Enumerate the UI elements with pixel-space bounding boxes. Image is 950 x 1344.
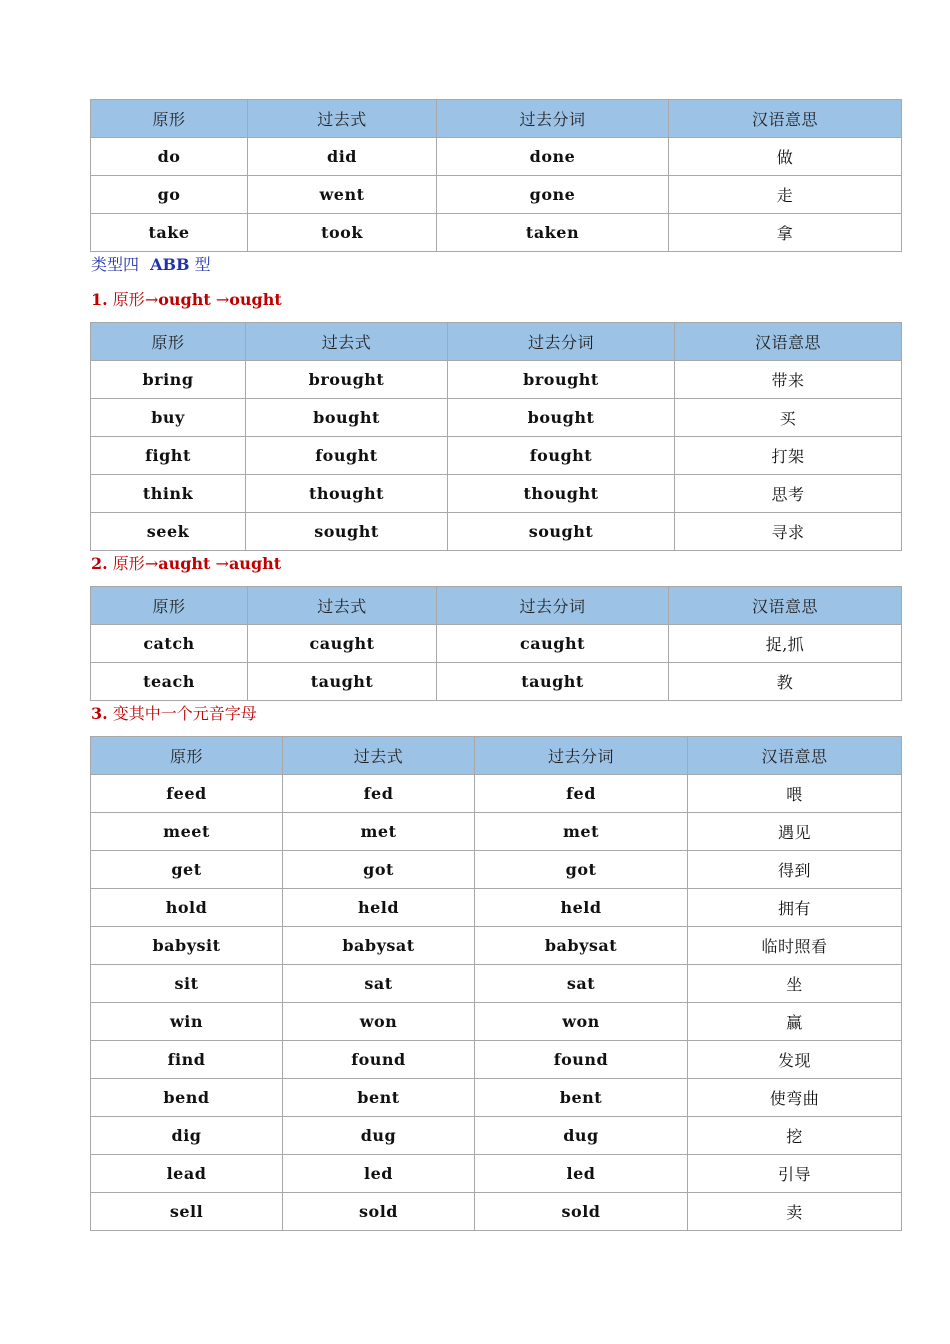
table-row	[91, 361, 902, 399]
cell-base-form: find	[91, 1041, 283, 1079]
table-row	[91, 1041, 902, 1079]
cell-past-participle: bent	[475, 1079, 688, 1117]
cell-chinese-meaning: 教	[669, 663, 902, 701]
cell-chinese-meaning: 挖	[688, 1117, 902, 1155]
cell-chinese-meaning: 买	[675, 399, 902, 437]
cell-chinese-meaning: 卖	[688, 1193, 902, 1231]
cell-past-tense: taught	[248, 663, 437, 701]
subheading-number: 3.	[91, 704, 108, 723]
cell-base-form: sit	[91, 965, 283, 1003]
table-row	[91, 1193, 902, 1231]
cell-chinese-meaning: 打架	[675, 437, 902, 475]
cell-base-form: bend	[91, 1079, 283, 1117]
cell-base-form: catch	[91, 625, 248, 663]
section-heading-type4	[91, 255, 211, 275]
subheading-ought	[91, 290, 282, 310]
cell-past-tense: went	[248, 176, 437, 214]
cell-past-participle: taken	[437, 214, 669, 252]
cell-past-participle: fed	[475, 775, 688, 813]
cell-chinese-meaning: 坐	[688, 965, 902, 1003]
cell-chinese-meaning: 寻求	[675, 513, 902, 551]
table-row	[91, 1117, 902, 1155]
cell-past-participle: brought	[448, 361, 675, 399]
col-header-base: 原形	[91, 323, 246, 361]
cell-chinese-meaning: 赢	[688, 1003, 902, 1041]
verb-table-vowel-change	[90, 736, 902, 1231]
arrow-icon: →	[215, 554, 229, 573]
cell-base-form: win	[91, 1003, 283, 1041]
col-header-participle: 过去分词	[437, 100, 669, 138]
table-row	[91, 1003, 902, 1041]
cell-chinese-meaning: 拿	[669, 214, 902, 252]
cell-chinese-meaning: 捉,抓	[669, 625, 902, 663]
cell-chinese-meaning: 使弯曲	[688, 1079, 902, 1117]
table-row	[91, 813, 902, 851]
cell-past-tense: brought	[246, 361, 448, 399]
cell-past-tense: babysat	[283, 927, 475, 965]
cell-past-participle: sold	[475, 1193, 688, 1231]
table-row	[91, 965, 902, 1003]
subheading-prefix: 原形	[112, 290, 145, 309]
cell-past-tense: sat	[283, 965, 475, 1003]
table-row	[91, 214, 902, 252]
cell-past-tense: fought	[246, 437, 448, 475]
cell-chinese-meaning: 拥有	[688, 889, 902, 927]
section-title-abb: ABB	[150, 255, 190, 274]
cell-chinese-meaning: 发现	[688, 1041, 902, 1079]
subheading-number: 1.	[91, 290, 108, 309]
arrow-icon: →	[215, 290, 230, 309]
cell-base-form: get	[91, 851, 283, 889]
subheading-aught	[91, 554, 281, 574]
cell-past-participle: thought	[448, 475, 675, 513]
cell-past-participle: won	[475, 1003, 688, 1041]
cell-past-participle: sat	[475, 965, 688, 1003]
cell-past-participle: taught	[437, 663, 669, 701]
cell-past-tense: sold	[283, 1193, 475, 1231]
cell-base-form: babysit	[91, 927, 283, 965]
cell-past-participle: found	[475, 1041, 688, 1079]
cell-chinese-meaning: 得到	[688, 851, 902, 889]
table-row	[91, 176, 902, 214]
cell-past-tense: found	[283, 1041, 475, 1079]
cell-past-tense: held	[283, 889, 475, 927]
col-header-participle: 过去分词	[437, 587, 669, 625]
cell-past-tense: fed	[283, 775, 475, 813]
cell-base-form: dig	[91, 1117, 283, 1155]
cell-past-tense: caught	[248, 625, 437, 663]
col-header-meaning: 汉语意思	[675, 323, 902, 361]
cell-chinese-meaning: 思考	[675, 475, 902, 513]
subheading-prefix: 原形	[112, 554, 145, 573]
cell-base-form: hold	[91, 889, 283, 927]
table-row	[91, 889, 902, 927]
cell-past-participle: caught	[437, 625, 669, 663]
table-header-row	[91, 587, 902, 625]
col-header-participle: 过去分词	[475, 737, 688, 775]
cell-past-participle: met	[475, 813, 688, 851]
table-row	[91, 138, 902, 176]
cell-chinese-meaning: 喂	[688, 775, 902, 813]
table-row	[91, 437, 902, 475]
col-header-base: 原形	[91, 100, 248, 138]
cell-base-form: sell	[91, 1193, 283, 1231]
subheading-number: 2.	[91, 554, 108, 573]
table-row	[91, 851, 902, 889]
col-header-base: 原形	[91, 587, 248, 625]
cell-past-participle: bought	[448, 399, 675, 437]
verb-table-irregular	[90, 99, 902, 252]
cell-past-tense: bent	[283, 1079, 475, 1117]
cell-base-form: seek	[91, 513, 246, 551]
table-header-row	[91, 737, 902, 775]
cell-past-tense: dug	[283, 1117, 475, 1155]
cell-base-form: feed	[91, 775, 283, 813]
col-header-participle: 过去分词	[448, 323, 675, 361]
col-header-base: 原形	[91, 737, 283, 775]
table-row	[91, 399, 902, 437]
cell-base-form: meet	[91, 813, 283, 851]
cell-base-form: bring	[91, 361, 246, 399]
cell-past-tense: got	[283, 851, 475, 889]
arrow-icon: →	[144, 290, 159, 309]
cell-base-form: do	[91, 138, 248, 176]
col-header-meaning: 汉语意思	[688, 737, 902, 775]
cell-past-participle: gone	[437, 176, 669, 214]
section-title-suffix: 型	[194, 255, 211, 274]
cell-past-participle: dug	[475, 1117, 688, 1155]
cell-past-tense: thought	[246, 475, 448, 513]
cell-base-form: lead	[91, 1155, 283, 1193]
subheading-participle-pattern: ought	[229, 290, 282, 309]
cell-past-participle: got	[475, 851, 688, 889]
table-row	[91, 663, 902, 701]
cell-chinese-meaning: 临时照看	[688, 927, 902, 965]
col-header-past: 过去式	[246, 323, 448, 361]
table-row	[91, 775, 902, 813]
section-title-prefix: 类型四	[91, 255, 140, 274]
cell-chinese-meaning: 遇见	[688, 813, 902, 851]
table-row	[91, 1079, 902, 1117]
cell-past-participle: babysat	[475, 927, 688, 965]
cell-past-tense: met	[283, 813, 475, 851]
cell-past-tense: bought	[246, 399, 448, 437]
table-row	[91, 513, 902, 551]
table-header-row	[91, 100, 902, 138]
cell-chinese-meaning: 做	[669, 138, 902, 176]
subheading-text: 变其中一个元音字母	[112, 704, 257, 723]
table-row	[91, 1155, 902, 1193]
cell-past-tense: led	[283, 1155, 475, 1193]
col-header-past: 过去式	[248, 100, 437, 138]
col-header-past: 过去式	[248, 587, 437, 625]
table-row	[91, 475, 902, 513]
cell-past-participle: led	[475, 1155, 688, 1193]
cell-base-form: fight	[91, 437, 246, 475]
cell-base-form: take	[91, 214, 248, 252]
cell-past-participle: done	[437, 138, 669, 176]
cell-past-participle: sought	[448, 513, 675, 551]
col-header-past: 过去式	[283, 737, 475, 775]
cell-chinese-meaning: 走	[669, 176, 902, 214]
table-row	[91, 625, 902, 663]
arrow-icon: →	[144, 554, 159, 573]
cell-base-form: buy	[91, 399, 246, 437]
cell-chinese-meaning: 引导	[688, 1155, 902, 1193]
col-header-meaning: 汉语意思	[669, 587, 902, 625]
cell-base-form: teach	[91, 663, 248, 701]
cell-past-tense: won	[283, 1003, 475, 1041]
verb-table-aught	[90, 586, 902, 701]
cell-chinese-meaning: 带来	[675, 361, 902, 399]
cell-past-tense: took	[248, 214, 437, 252]
subheading-past-pattern: ought	[158, 290, 211, 309]
cell-past-participle: held	[475, 889, 688, 927]
verb-table-ought	[90, 322, 902, 551]
subheading-past-pattern: aught	[158, 554, 211, 573]
cell-past-tense: did	[248, 138, 437, 176]
cell-base-form: go	[91, 176, 248, 214]
subheading-vowel-change	[91, 704, 257, 724]
cell-past-participle: fought	[448, 437, 675, 475]
cell-past-tense: sought	[246, 513, 448, 551]
subheading-participle-pattern: aught	[228, 554, 282, 573]
col-header-meaning: 汉语意思	[669, 100, 902, 138]
table-header-row	[91, 323, 902, 361]
cell-base-form: think	[91, 475, 246, 513]
table-row	[91, 927, 902, 965]
